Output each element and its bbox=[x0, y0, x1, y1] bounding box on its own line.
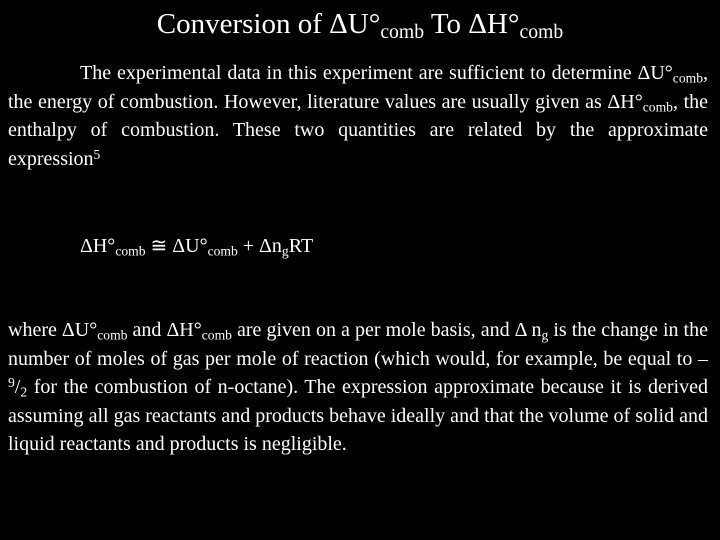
explanation-paragraph bbox=[8, 316, 708, 459]
formula-text-1: ΔH° bbox=[80, 235, 116, 257]
fraction-numerator: 9 bbox=[8, 374, 15, 390]
formula-subscript-1: comb bbox=[115, 243, 146, 259]
title-text-1: Conversion of ΔU° bbox=[156, 8, 381, 40]
title-subscript-2: comb bbox=[519, 20, 564, 43]
intro-text-1: The experimental data in this experiment are sufficient to determine ΔU° bbox=[80, 62, 673, 84]
formula-text-2: ≅ ΔU° bbox=[145, 235, 208, 257]
explanation-subscript-3: g bbox=[541, 327, 549, 343]
explanation-text-1: where ΔU° bbox=[8, 319, 98, 341]
explanation-text-5: for the combustion of n-octane). The expression approximate because it is derived assuming all gas reactants and products behave ideally and that the volume of solid and liquid reactants and products is negligible. bbox=[8, 376, 708, 455]
title-subscript-1: comb bbox=[380, 20, 425, 43]
enthalpy-formula bbox=[80, 232, 313, 260]
formula-subscript-3: g bbox=[281, 243, 289, 259]
intro-text-3: , the enthalpy of combustion. These two quantities are related by the approximate expression bbox=[8, 90, 708, 170]
footnote-reference: 5 bbox=[93, 146, 101, 162]
intro-subscript-2: comb bbox=[642, 98, 673, 114]
formula-text-4: RT bbox=[288, 235, 314, 257]
slide-title bbox=[0, 6, 720, 42]
formula-text-3: + Δn bbox=[237, 235, 282, 257]
fraction-slash: / bbox=[14, 376, 21, 398]
explanation-text-3: are given on a per mole basis, and Δ n bbox=[231, 319, 542, 341]
explanation-subscript-1: comb bbox=[97, 327, 128, 343]
explanation-subscript-2: comb bbox=[201, 327, 232, 343]
explanation-text-4: is the change in the number of moles of gas per mole of reaction (which would, for example, be equal to – bbox=[8, 319, 708, 370]
intro-text-2: , the energy of combustion. However, literature values are usually given as ΔH° bbox=[8, 62, 708, 113]
explanation-text-2: and ΔH° bbox=[127, 319, 202, 341]
intro-paragraph bbox=[8, 59, 708, 173]
formula-subscript-2: comb bbox=[207, 243, 238, 259]
title-text-2: To ΔH° bbox=[424, 8, 520, 40]
intro-subscript-1: comb bbox=[672, 70, 703, 86]
fraction-denominator: 2 bbox=[20, 384, 28, 400]
